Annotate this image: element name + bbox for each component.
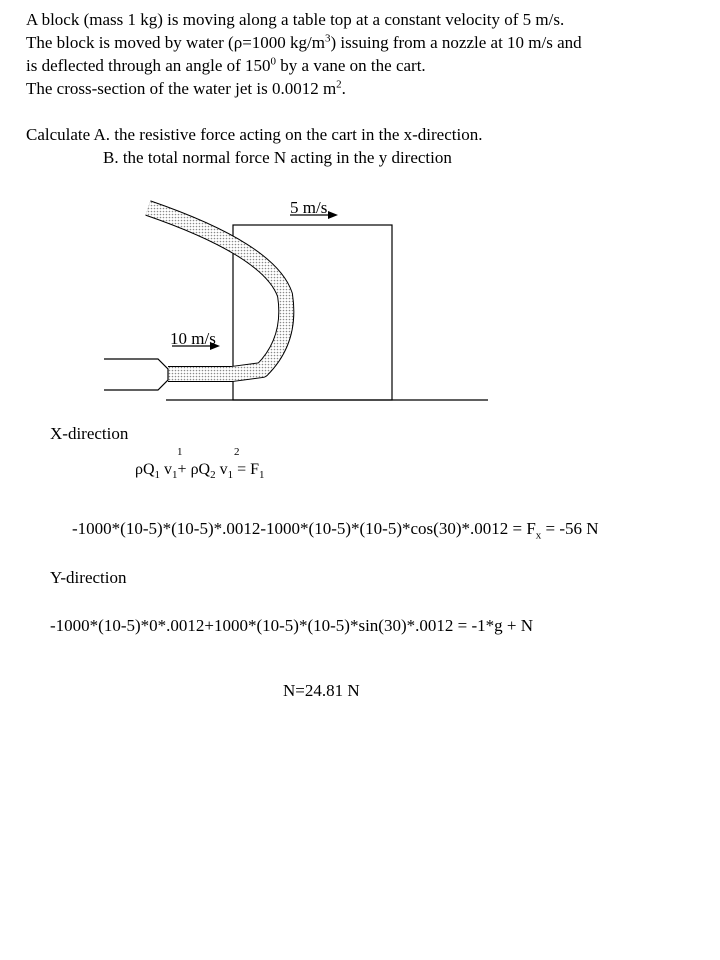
question-a: Calculate A. the resistive force acting on the cart in the x-direction.: [26, 125, 483, 144]
rho-symbol: ρ: [233, 33, 243, 52]
y-direction-heading: Y-direction: [50, 568, 127, 587]
question-b: B. the total normal force N acting in the y direction: [103, 148, 452, 167]
x-direction-equation: $-1000*(10-5)*(10-5)*.0012-1000*(10-5)*(10-5)*\cos(30)*.0012 = F_x = -56$ N: [72, 519, 599, 542]
y-direction-equation: -1000*(10-5)*0*.0012+1000*(10-5)*(10-5)*sin(30)*.0012 = -1*g + N: [50, 616, 533, 635]
x-direction-heading: X-direction: [50, 424, 129, 443]
normal-force-result: N=24.81 N: [283, 681, 360, 700]
nozzle-vane-cart-diagram: [0, 0, 720, 420]
problem-line-3: is deflected through an angle of $150^0$ by a vane on the cart.: [26, 55, 426, 75]
nozzle: [104, 359, 168, 390]
jet-velocity-label: 10 m/s: [170, 329, 216, 348]
problem-line-2: The block is moved by water (ρ=1000 $kg/m^3$) issuing from a nozzle at 10 m/s and: [26, 32, 582, 52]
problem-line-4: The cross-section of the water jet is 0.0012 $m^2$.: [26, 78, 346, 98]
problem-line-1: A block (mass 1 kg) is moving along a table top at a constant velocity of 5 m/s.: [26, 10, 565, 29]
momentum-equation: 1 2 $\rho Q_1$ $v_1+ \rho Q_2$ $v_1 = F_1$: [135, 446, 265, 482]
cart-velocity-label: 5 m/s: [290, 198, 328, 217]
